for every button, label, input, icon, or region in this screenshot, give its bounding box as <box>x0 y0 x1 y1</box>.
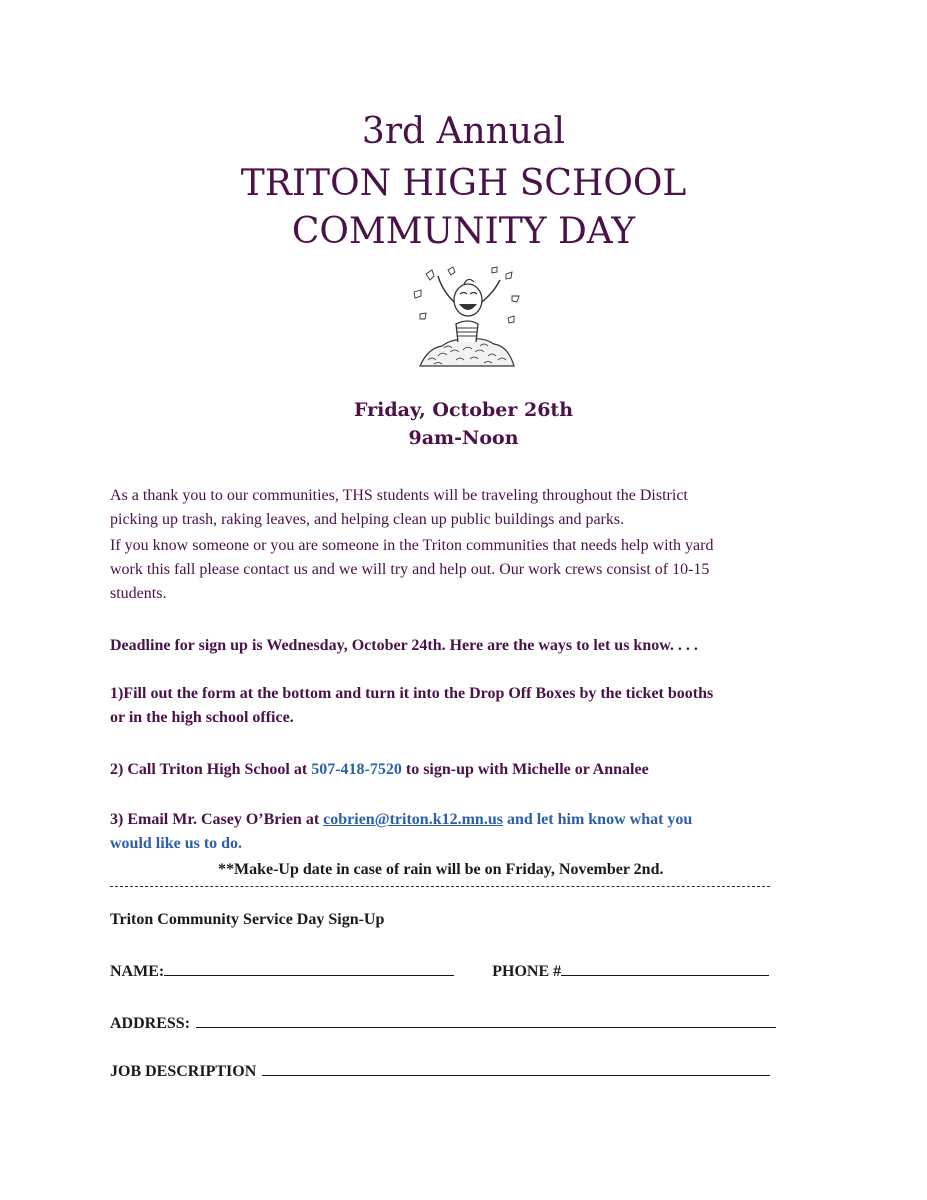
option-3-prefix: 3) Email Mr. Casey O’Brien at <box>110 811 324 828</box>
option-1-line-1: 1)Fill out the form at the bottom and turn it into the Drop Off Boxes by the ticket booths <box>110 685 714 702</box>
job-description-field[interactable] <box>262 1058 770 1076</box>
phone-field[interactable] <box>561 958 769 976</box>
email-link[interactable]: cobrien@triton.k12.mn.us <box>323 811 503 828</box>
intro-line-4: work this fall please contact us and we will try and help out. Our work crews consist of 10-15 <box>110 561 710 578</box>
job-description-row <box>110 1058 770 1084</box>
title-line-school: TRITON HIGH SCHOOL <box>240 163 687 204</box>
signup-form-title: Triton Community Service Day Sign-Up <box>110 911 385 928</box>
title-line-annual: 3rd Annual <box>361 111 566 152</box>
option-2-suffix: to sign-up with Michelle or Annalee <box>401 761 649 778</box>
address-row <box>110 1010 776 1036</box>
option-2-call <box>110 758 830 782</box>
event-time: 9am-Noon <box>408 427 519 449</box>
name-field[interactable] <box>164 958 454 976</box>
rain-date-note: **Make-Up date in case of rain will be on Friday, November 2nd. <box>218 861 664 878</box>
leaf-pile-mascot-illustration <box>408 262 526 380</box>
intro-line-3: If you know someone or you are someone in the Triton communities that needs help with yard <box>110 537 714 554</box>
address-label: ADDRESS: <box>110 1015 191 1032</box>
cut-line-divider <box>110 886 770 887</box>
option-1-line-2: or in the high school office. <box>110 709 294 726</box>
name-label: NAME: <box>110 963 165 980</box>
option-3-email <box>110 808 830 832</box>
deadline-text: Deadline for sign up is Wednesday, October 24th. Here are the ways to let us know. . . . <box>110 637 698 654</box>
name-phone-row <box>110 958 769 984</box>
option-3-suffix: and let him know what you <box>502 811 693 828</box>
title-line-event: COMMUNITY DAY <box>291 211 636 252</box>
intro-line-2: picking up trash, raking leaves, and helping clean up public buildings and parks. <box>110 511 625 528</box>
option-3-line-2: would like us to do. <box>110 835 243 852</box>
school-phone-link[interactable]: 507-418-7520 <box>311 761 402 778</box>
phone-label: PHONE # <box>492 963 562 980</box>
job-description-label: JOB DESCRIPTION <box>110 1063 257 1080</box>
intro-line-5: students. <box>110 585 167 602</box>
event-date: Friday, October 26th <box>353 399 574 421</box>
address-field[interactable] <box>196 1010 776 1028</box>
option-2-prefix: 2) Call Triton High School at <box>110 761 312 778</box>
intro-line-1: As a thank you to our communities, THS students will be traveling throughout the District <box>110 487 688 504</box>
